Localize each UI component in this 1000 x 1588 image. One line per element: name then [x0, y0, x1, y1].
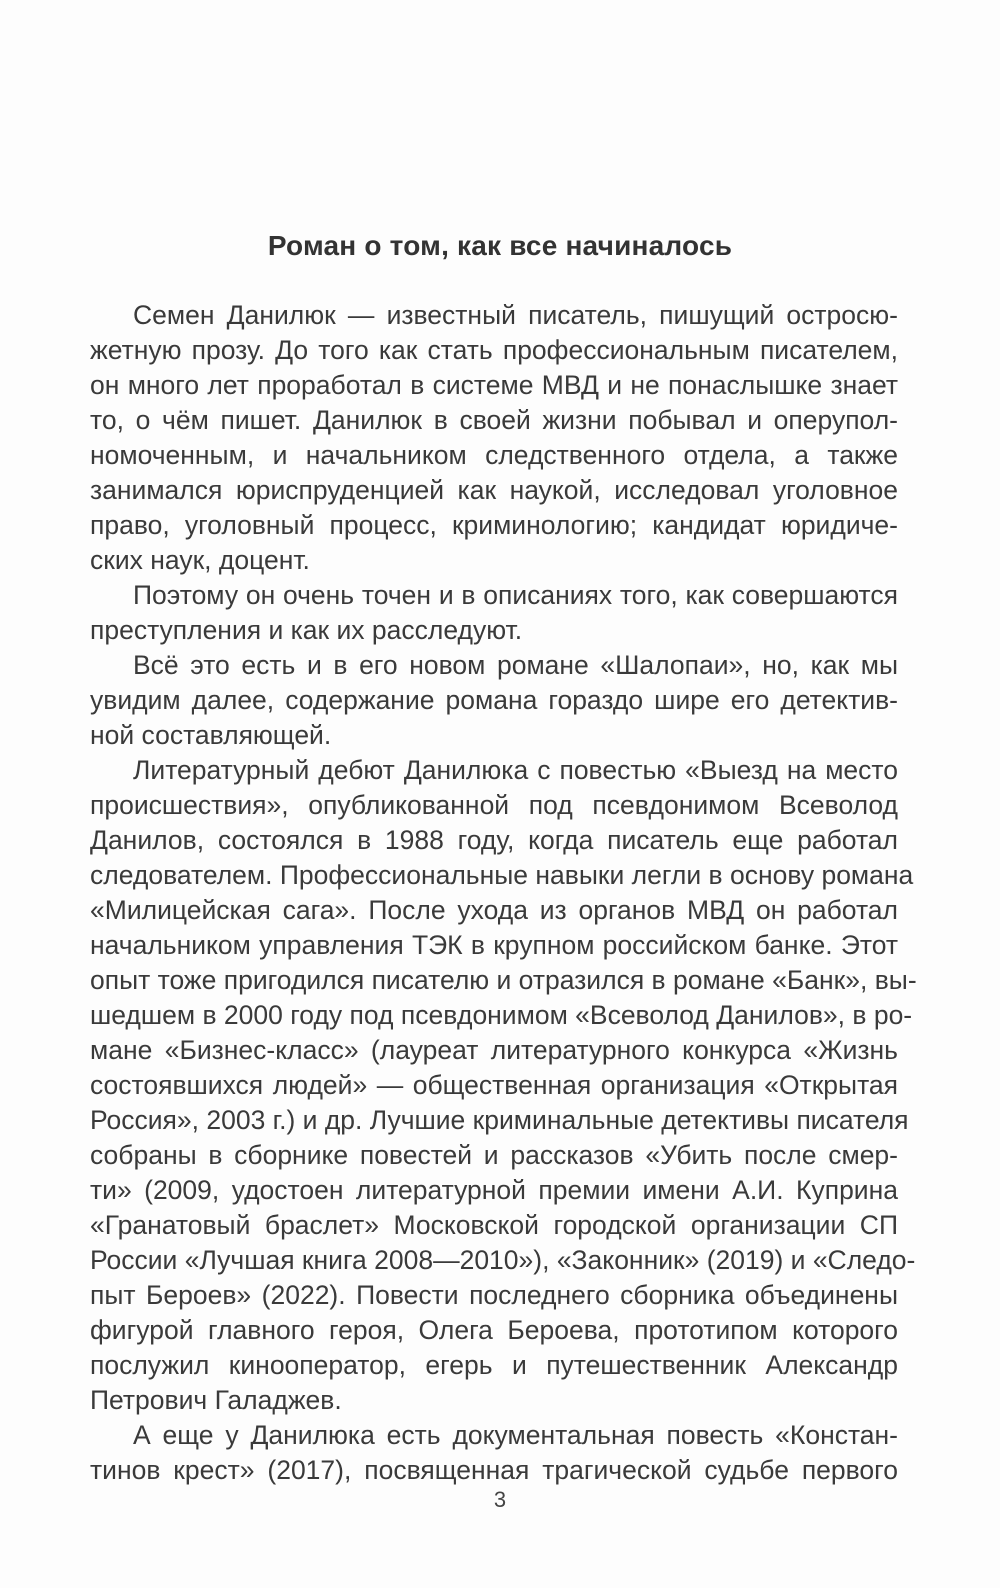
text-line: он много лет проработал в системе МВД и не понаслышке знает	[90, 370, 898, 400]
text-line: увидим далее, содержание романа гораздо шире его детектив-	[90, 685, 898, 715]
text-line: состоявшихся людей» — общественная организация «Открытая	[90, 1070, 898, 1100]
text-line: Россия», 2003 г.) и др. Лучшие криминальные детективы писателя	[90, 1105, 909, 1135]
text-line: опыт тоже пригодился писателю и отразился в романе «Банк», вы-	[90, 965, 917, 995]
text-line: Семен Данилюк — известный писатель, пишущий остросю-	[133, 300, 898, 330]
text-line: ной составляющей.	[90, 720, 332, 750]
text-line: пыт Бероев» (2022). Повести последнего сборника объединены	[90, 1280, 898, 1310]
text-line: ских наук, доцент.	[90, 545, 310, 575]
text-line: ти» (2009, удостоен литературной премии имени А.И. Куприна	[90, 1175, 898, 1205]
text-line: тинов крест» (2017), посвященная трагической судьбе первого	[90, 1455, 898, 1485]
text-line: России «Лучшая книга 2008—2010»), «Законник» (2019) и «Следо-	[90, 1245, 916, 1275]
text-line: происшествия», опубликованной под псевдонимом Всеволод	[90, 790, 898, 820]
text-line: Данилов, состоялся в 1988 году, когда писатель еще работал	[90, 825, 898, 855]
text-line: Петрович Галаджев.	[90, 1385, 342, 1415]
text-line: шедшем в 2000 году под псевдонимом «Всеволод Данилов», в ро-	[90, 1000, 913, 1030]
text-line: преступления и как их расследуют.	[90, 615, 523, 645]
text-line: начальником управления ТЭК в крупном российском банке. Этот	[90, 930, 898, 960]
text-line: послужил кинооператор, егерь и путешественник Александр	[90, 1350, 898, 1380]
text-line: занимался юриспруденцией как наукой, исследовал уголовное	[90, 475, 898, 505]
text-line: «Милицейская сага». После ухода из органов МВД он работал	[90, 895, 898, 925]
text-line: номоченным, и начальником следственного отдела, а также	[90, 440, 898, 470]
text-line: собраны в сборнике повестей и рассказов «Убить после смер-	[90, 1140, 898, 1170]
text-line: то, о чём пишет. Данилюк в своей жизни побывал и оперупол-	[90, 405, 898, 435]
text-line: «Гранатовый браслет» Московской городской организации СП	[90, 1210, 898, 1240]
body-text	[90, 298, 917, 1488]
chapter-title: Роман о том, как все начиналось	[267, 230, 733, 261]
text-line: фигурой главного героя, Олега Бероева, прототипом которого	[90, 1315, 898, 1345]
text-line: жетную прозу. До того как стать профессиональным писателем,	[90, 335, 898, 365]
text-line: А еще у Данилюка есть документальная повесть «Констан-	[133, 1420, 898, 1450]
text-line: Поэтому он очень точен и в описаниях того, как совершаются	[133, 580, 898, 610]
text-line: следователем. Профессиональные навыки легли в основу романа	[90, 860, 914, 890]
text-line: Всё это есть и в его новом романе «Шалопаи», но, как мы	[133, 650, 898, 680]
page-number: 3	[493, 1487, 507, 1512]
text-line: мане «Бизнес-класс» (лауреат литературного конкурса «Жизнь	[90, 1035, 898, 1065]
text-line: Литературный дебют Данилюка с повестью «Выезд на место	[133, 755, 898, 785]
text-line: право, уголовный процесс, криминологию; кандидат юридиче-	[90, 510, 898, 540]
